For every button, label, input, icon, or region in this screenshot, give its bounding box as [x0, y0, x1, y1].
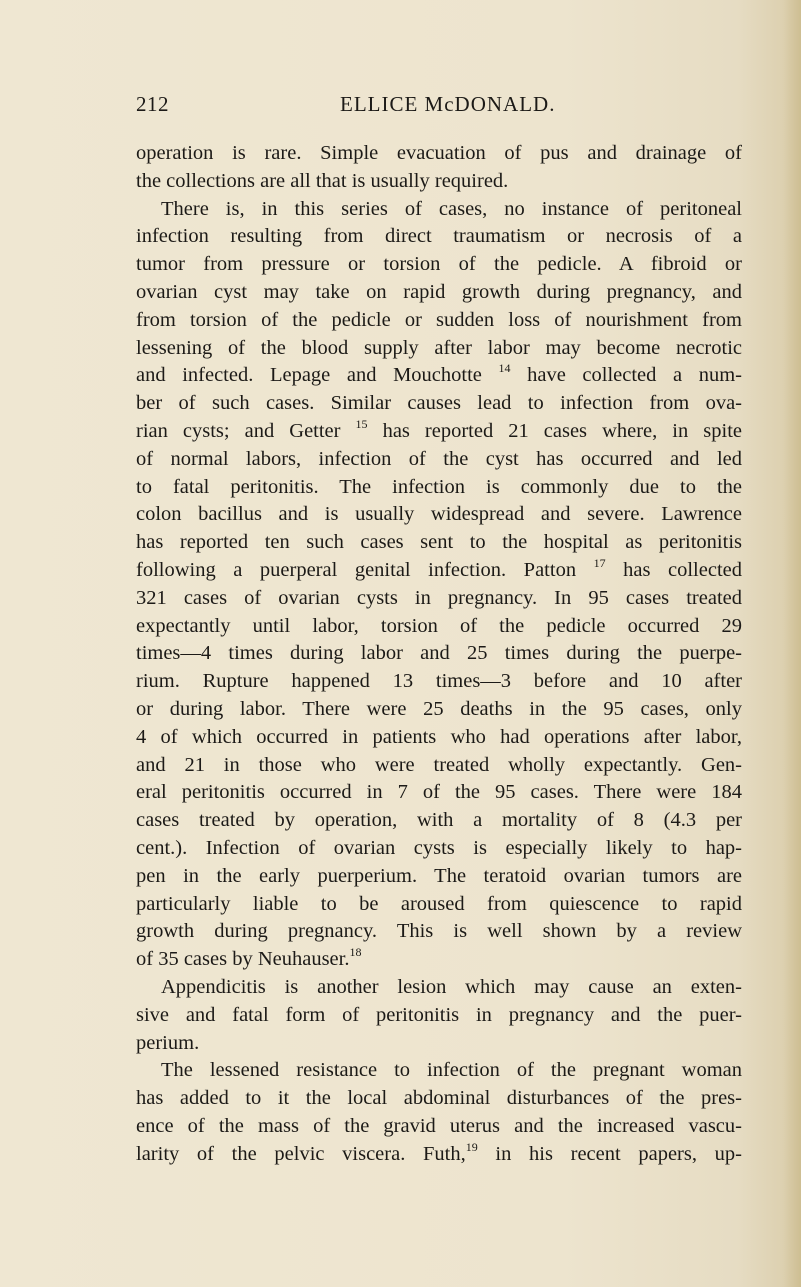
text-segment: times—4 times during labor and 25 times during the puerpe-: [136, 642, 742, 665]
text-segment: rium. Rupture happened 13 times—3 before and 10 after: [136, 670, 742, 693]
text-line: [136, 835, 742, 863]
text-segment: particularly liable to be aroused from quiescence to rapid: [136, 892, 742, 915]
text-line: [136, 140, 742, 168]
text-line: [136, 362, 742, 390]
text-line: [136, 946, 742, 974]
text-line: [136, 613, 742, 641]
text-line: [136, 891, 742, 919]
text-segment: of 35 cases by Neuhauser.: [136, 948, 350, 971]
text-line: [136, 168, 742, 196]
text-line: [136, 1085, 742, 1113]
text-line: [136, 474, 742, 502]
text-segment: or during labor. There were 25 deaths in the 95 cases, only: [136, 697, 742, 720]
text-line: [136, 529, 742, 557]
text-segment: has reported ten such cases sent to the hospital as peritonitis: [136, 531, 742, 554]
text-segment: 4 of which occurred in patients who had operations after labor,: [136, 725, 742, 748]
text-segment: from torsion of the pedicle or sudden loss of nourishment from: [136, 308, 742, 331]
text-segment: rian cysts; and Getter: [136, 419, 356, 442]
text-segment: ber of such cases. Similar causes lead to infection from ova-: [136, 392, 742, 415]
text-line: [136, 724, 742, 752]
text-segment: in his recent papers, up-: [477, 1142, 742, 1165]
text-segment: has collected: [605, 558, 742, 581]
text-line: [136, 557, 742, 585]
text-line: [136, 1141, 742, 1169]
text-segment: ovarian cyst may take on rapid growth during pregnancy, and: [136, 280, 742, 303]
text-segment: Appendicitis is another lesion which may cause an exten-: [161, 975, 742, 998]
text-segment: have collected a num-: [510, 364, 742, 387]
text-segment: has reported 21 cases where, in spite: [367, 419, 743, 442]
text-segment: and 21 in those who were treated wholly expectantly. Gen-: [136, 753, 742, 776]
text-segment: following a puerperal genital infection. Patton: [136, 558, 594, 581]
text-segment: pen in the early puerperium. The teratoid ovarian tumors are: [136, 864, 742, 887]
text-line: [136, 501, 742, 529]
footnote-ref: 17: [593, 555, 606, 570]
text-segment: The lessened resistance to infection of the pregnant woman: [161, 1059, 742, 1082]
text-line: [136, 390, 742, 418]
text-line: [136, 279, 742, 307]
text-line: [136, 307, 742, 335]
text-line: [136, 251, 742, 279]
text-segment: cent.). Infection of ovarian cysts is especially likely to hap-: [136, 836, 742, 859]
text-line: [136, 863, 742, 891]
text-segment: larity of the pelvic viscera. Futh,: [136, 1142, 466, 1165]
text-segment: of normal labors, infection of the cyst has occurred and led: [136, 447, 742, 470]
footnote-ref: 15: [355, 416, 368, 431]
text-line: [136, 752, 742, 780]
text-segment: and infected. Lepage and Mouchotte: [136, 364, 499, 387]
text-segment: sive and fatal form of peritonitis in pregnancy and the puer-: [136, 1003, 742, 1026]
text-line: [136, 1113, 742, 1141]
running-head: ELLICE McDONALD.: [340, 92, 556, 116]
page-header: [0, 92, 801, 122]
text-line: [136, 779, 742, 807]
text-line: [136, 974, 742, 1002]
body-text: [136, 140, 742, 1168]
footnote-ref: 18: [349, 945, 362, 960]
text-line: [136, 918, 742, 946]
text-line: [136, 585, 742, 613]
text-line: [136, 668, 742, 696]
text-segment: tumor from pressure or torsion of the pedicle. A fibroid or: [136, 253, 742, 276]
text-line: [136, 418, 742, 446]
text-line: [136, 196, 742, 224]
text-line: [136, 1002, 742, 1030]
text-line: [136, 696, 742, 724]
text-line: [136, 807, 742, 835]
text-segment: cases treated by operation, with a mortality of 8 (4.3 per: [136, 809, 742, 832]
text-segment: infection resulting from direct traumatism or necrosis of a: [136, 225, 742, 248]
text-line: [136, 1030, 742, 1058]
text-line: [136, 446, 742, 474]
page-number: 212: [136, 92, 169, 116]
text-segment: growth during pregnancy. This is well shown by a review: [136, 920, 742, 943]
text-segment: There is, in this series of cases, no instance of peritoneal: [161, 197, 742, 220]
text-segment: the collections are all that is usually required.: [136, 169, 509, 192]
text-segment: expectantly until labor, torsion of the pedicle occurred 29: [136, 614, 742, 637]
text-segment: has added to it the local abdominal disturbances of the pres-: [136, 1087, 742, 1110]
footnote-ref: 19: [465, 1139, 478, 1154]
text-segment: to fatal peritonitis. The infection is commonly due to the: [136, 475, 742, 498]
text-segment: eral peritonitis occurred in 7 of the 95 cases. There were 184: [136, 781, 742, 804]
text-segment: colon bacillus and is usually widespread and severe. Lawrence: [136, 503, 742, 526]
footnote-ref: 14: [498, 361, 511, 376]
text-segment: 321 cases of ovarian cysts in pregnancy. In 95 cases treated: [136, 586, 742, 609]
text-line: [136, 335, 742, 363]
text-segment: lessening of the blood supply after labor may become necrotic: [136, 336, 742, 359]
text-segment: perium.: [136, 1031, 200, 1054]
text-line: [136, 640, 742, 668]
text-line: [136, 223, 742, 251]
page-edge-shadow: [783, 0, 801, 1287]
text-segment: operation is rare. Simple evacuation of pus and drainage of: [136, 142, 742, 164]
text-segment: ence of the mass of the gravid uterus and the increased vascu-: [136, 1114, 742, 1137]
text-line: [136, 1057, 742, 1085]
